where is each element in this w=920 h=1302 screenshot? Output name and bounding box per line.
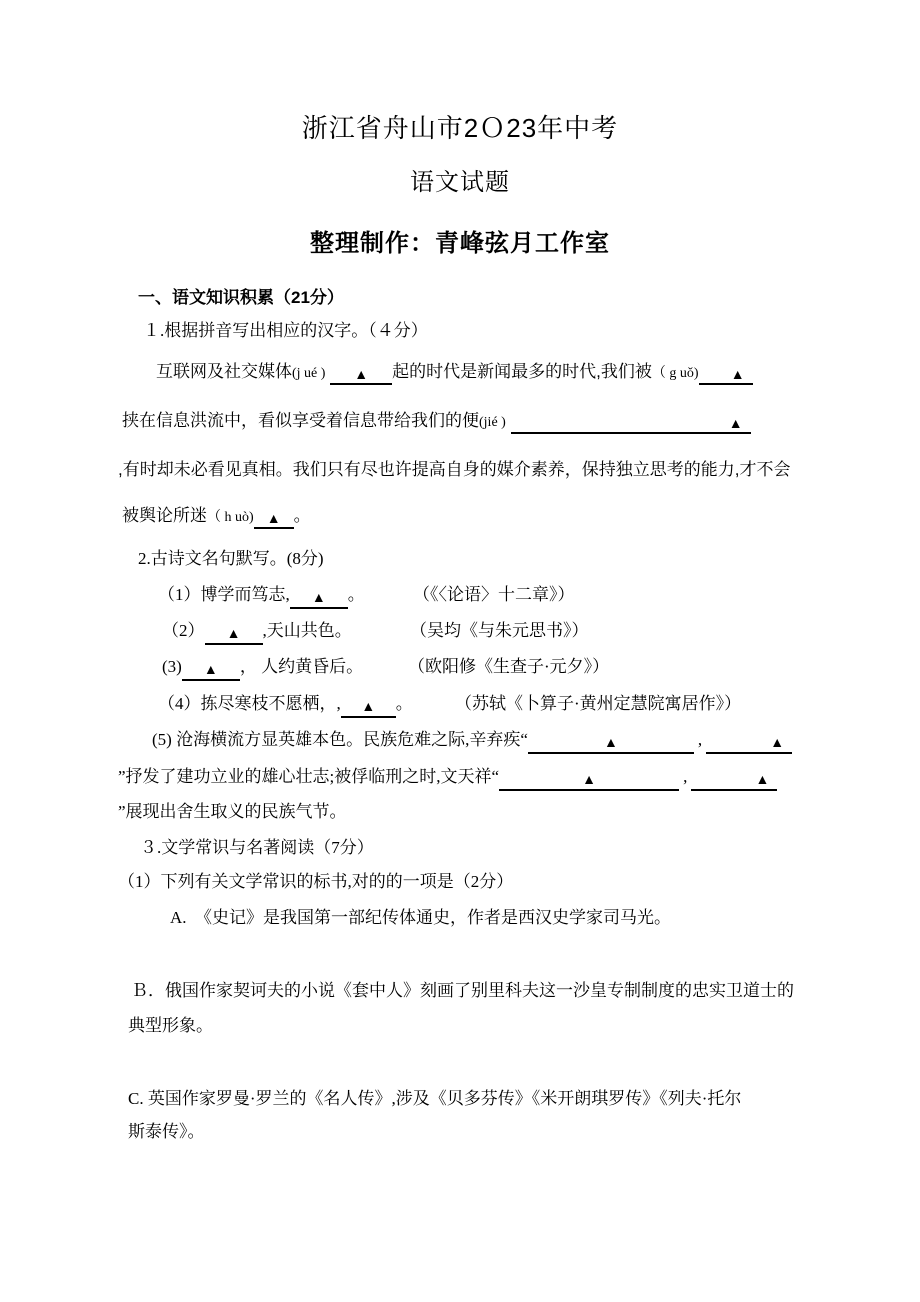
exam-subtitle: 语文试题 <box>410 169 510 196</box>
q3-sub1: （1）下列有关文学常识的标书,对的的一项是（2分） <box>118 872 514 891</box>
q2-item2-post: ,天山共色。 <box>262 621 352 640</box>
q1-line4-text2: 。 <box>293 506 311 525</box>
q1-line4 <box>122 505 311 529</box>
q3-option-b-line2: 典型形象。 <box>128 1016 213 1035</box>
answer-blank: ▲ <box>499 772 679 791</box>
answer-blank: ▲ <box>341 699 396 718</box>
answer-blank-jue: ▲ <box>330 366 392 385</box>
q3-option-a: A. 《史记》是我国第一部纪传体通史，作者是西汉史学家司马光。 <box>170 908 672 927</box>
q2-item4-source: （苏轼《卜算子·黄州定慧院寓居作》） <box>455 694 742 713</box>
q1-prompt: １.根据拼音写出相应的汉字。（４分） <box>143 321 428 340</box>
q1-line1-text1: 互联网及社交媒体 <box>156 362 292 381</box>
q1-line2-text1: 挟在信息洪流中，看似享受着信息带给我们的便 <box>122 411 479 430</box>
q2-prompt: 2.古诗文名句默写。(8分) <box>138 549 324 568</box>
q2-item1-pre: （1）博学而笃志, <box>158 585 290 604</box>
q2-item3-post: ， 人约黄昏后。 <box>239 657 364 676</box>
pinyin-huo: （ h uò) <box>207 510 254 525</box>
answer-blank-huo: ▲ <box>254 510 294 529</box>
q2-item4 <box>158 693 413 718</box>
q2-item5-line1 <box>152 729 792 754</box>
q2-item3-pre: (3) <box>162 657 182 676</box>
q1-line1 <box>156 361 753 385</box>
q1-line1-text2: 起的时代是新闻最多的时代,我们被 <box>392 362 652 381</box>
section1-heading: 一、语文知识积累（21分） <box>138 288 344 307</box>
q2-item4-post: 。 <box>395 694 413 713</box>
q2-item3-source: （欧阳修《生查子·元夕》） <box>408 657 610 676</box>
answer-blank-guo: ▲ <box>699 366 753 385</box>
q2-item2-pre: （2） <box>162 621 205 640</box>
q3-option-c-line1: C. 英国作家罗曼·罗兰的《名人传》,涉及《贝多芬传》《米开朗琪罗传》《列夫·托尔 <box>128 1089 742 1108</box>
q3-option-c-line2: 斯泰传》。 <box>128 1122 205 1141</box>
q2-item5-line3: ”展现出舍生取义的民族气节。 <box>118 802 347 821</box>
answer-blank: ▲ <box>205 626 263 645</box>
q2-item5-line2-sep: , <box>683 767 688 786</box>
pinyin-jue: (j ué ) <box>292 366 326 381</box>
answer-blank: ▲ <box>706 735 792 754</box>
q2-item2-source: （吴均《与朱元思书》） <box>410 621 589 640</box>
answer-blank-jie: ▲ <box>511 415 751 434</box>
q1-line3: ,有时却未必看见真相。我们只有尽也许提高自身的媒介素养，保持独立思考的能力,才不会 <box>118 460 791 479</box>
q2-item1-post: 。 <box>347 585 365 604</box>
answer-blank: ▲ <box>691 772 777 791</box>
q3-option-b-line1: Ｂ．俄国作家契诃夫的小说《套中人》刻画了别里科夫这一沙皇专制制度的忠实卫道士的 <box>131 981 794 1000</box>
q2-item1 <box>158 584 365 609</box>
q2-item4-pre: （4）拣尽寒枝不愿栖，, <box>158 694 341 713</box>
q2-item1-source: （《〈论语〉十二章》） <box>413 585 575 604</box>
pinyin-guo: （ g uǒ) <box>651 366 699 381</box>
q2-item5-line2 <box>118 766 777 791</box>
credit-line: 整理制作：青峰弦月工作室 <box>310 230 610 257</box>
q2-item2 <box>162 620 352 645</box>
q2-item3 <box>162 656 363 681</box>
q1-line4-text1: 被舆论所迷 <box>122 506 207 525</box>
answer-blank: ▲ <box>528 735 694 754</box>
q2-item5-line1-sep: , <box>697 730 703 749</box>
q3-prompt: ３.文学常识与名著阅读（7分） <box>140 838 374 857</box>
answer-blank: ▲ <box>290 590 348 609</box>
exam-title: 浙江省舟山市2Ｏ23年中考 <box>301 113 619 143</box>
pinyin-jie: (jié ) <box>479 415 506 430</box>
q1-line2 <box>122 410 751 434</box>
q2-item5-line1-pre: (5) 沧海横流方显英雄本色。民族危难之际,辛弃疾“ <box>152 730 528 749</box>
answer-blank: ▲ <box>182 662 240 681</box>
q2-item5-line2-pre: ”抒发了建功立业的雄心壮志;被俘临刑之时,文天祥“ <box>118 767 500 786</box>
